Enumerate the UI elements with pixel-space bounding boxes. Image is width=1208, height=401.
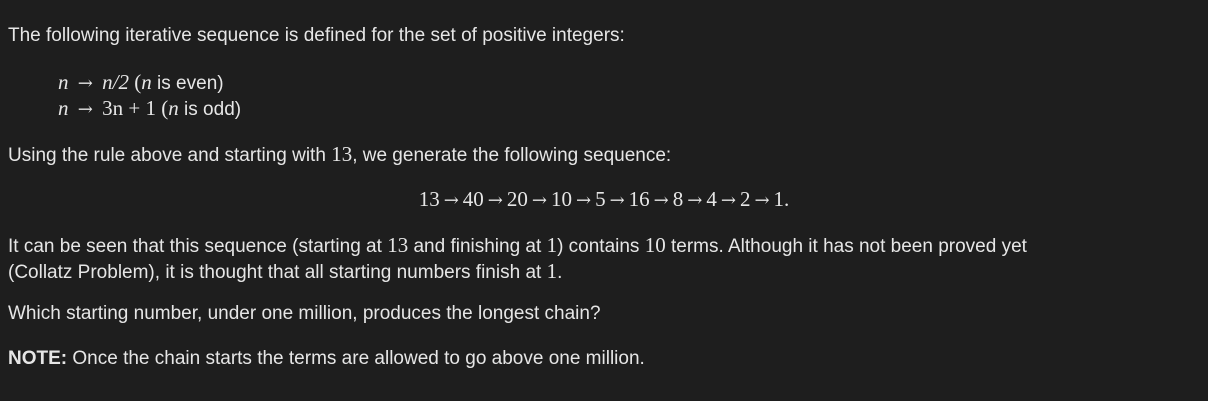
rule-odd-cond-var: n bbox=[168, 96, 179, 120]
p2-num: 13 bbox=[331, 142, 353, 166]
sequence-term: 13 bbox=[418, 187, 440, 211]
sequence-term: 2 bbox=[739, 187, 751, 211]
sequence-arrow: → bbox=[443, 190, 459, 211]
p2-before: Using the rule above and starting with bbox=[8, 145, 332, 166]
rule-even-arrow: → bbox=[77, 73, 93, 94]
note-label: NOTE: bbox=[8, 348, 68, 369]
sequence-arrow: → bbox=[609, 190, 625, 211]
rule-even-rhs: n/2 bbox=[102, 70, 129, 94]
sequence-arrow: → bbox=[687, 190, 703, 211]
rule-odd-lhs: n bbox=[58, 96, 69, 120]
intro-text: The following iterative sequence is defined for the set of positive integers: bbox=[8, 25, 625, 46]
question-text: Which starting number, under one million, produces the longest chain? bbox=[8, 303, 601, 324]
sequence-term: 10 bbox=[550, 187, 572, 211]
rule-even-cond-text: is even) bbox=[151, 73, 224, 94]
sequence-term: 20 bbox=[506, 187, 528, 211]
sequence-arrow: → bbox=[653, 190, 669, 211]
p2-after: , we generate the following sequence: bbox=[352, 145, 672, 166]
intro-paragraph bbox=[8, 24, 1148, 48]
sequence-arrow: → bbox=[487, 190, 503, 211]
rule-even: n → n/2 (n is even) bbox=[58, 70, 224, 94]
sequence-arrow: → bbox=[754, 190, 770, 211]
rule-odd-cond-text: is odd) bbox=[178, 99, 242, 120]
p3-c: ) contains bbox=[557, 236, 645, 257]
p3-a: It can be seen that this sequence (starting at bbox=[8, 236, 388, 257]
p3-n2: 1 bbox=[546, 233, 558, 257]
sequence-intro-paragraph bbox=[8, 142, 1148, 168]
sequence-arrow: → bbox=[531, 190, 547, 211]
p3-n4: 1 bbox=[546, 259, 558, 283]
sequence-term: 1. bbox=[773, 187, 790, 211]
explanation-paragraph bbox=[8, 233, 1168, 285]
p3-b: and finishing at bbox=[408, 236, 547, 257]
sequence-term: 40 bbox=[462, 187, 484, 211]
sequence-term: 8 bbox=[672, 187, 684, 211]
sequence-arrow: → bbox=[720, 190, 736, 211]
rule-even-cond-var: n bbox=[141, 70, 152, 94]
p3-f: . bbox=[557, 262, 563, 283]
sequence-term: 5 bbox=[595, 187, 606, 211]
p3-e: (Collatz Problem), it is thought that all starting numbers finish at bbox=[8, 262, 547, 283]
rule-odd: n → 3n + 1 (n is odd) bbox=[58, 96, 242, 120]
p3-n3: 10 bbox=[644, 233, 666, 257]
sequence-term: 16 bbox=[628, 187, 650, 211]
p3-d: terms. Although it has not been proved yet bbox=[665, 236, 1027, 257]
note-text: Once the chain starts the terms are allowed to go above one million. bbox=[67, 348, 645, 369]
question-paragraph bbox=[8, 302, 1148, 326]
p3-n1: 13 bbox=[387, 233, 409, 257]
rule-odd-rhs: 3n + 1 bbox=[102, 96, 156, 120]
rule-even-lhs: n bbox=[58, 70, 69, 94]
note-paragraph bbox=[8, 347, 1148, 371]
sequence-arrow: → bbox=[575, 190, 592, 211]
collatz-sequence bbox=[0, 187, 1208, 213]
rule-odd-arrow: → bbox=[77, 99, 93, 120]
sequence-term: 4 bbox=[706, 187, 717, 211]
